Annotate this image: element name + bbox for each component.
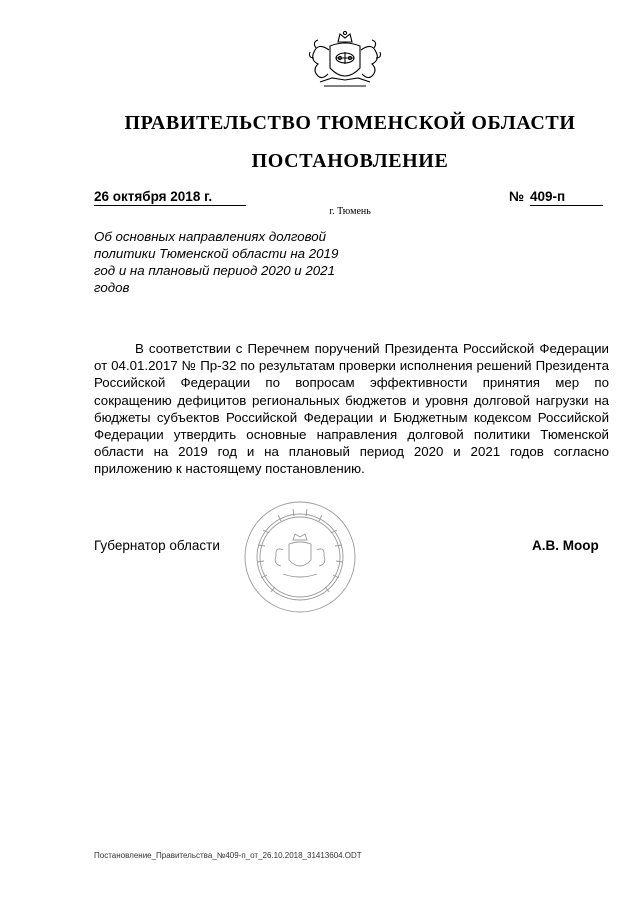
document-body: В соответствии с Перечнем поручений Президента Российской Федерации от 04.01.2017 № Пр-32 по результатам проверки исполнения решений Президента Российской Федерации по вопросам эффективности принятия мер по сокращению дефицитов региональных бюджетов и уровня долговой нагрузки на бюджеты субъектов Российской Федерации и Бюджетным кодексом Российской Федерации утвердить основные направления долговой политики Тюменской области на 2019 год и на плановый период 2020 и 2021 годов согласно приложению к настоящему постановлению. bbox=[94, 341, 609, 477]
footer-filename: Постановление_Правительства_№409-п_от_26.10.2018_31413604.ODT bbox=[94, 851, 362, 860]
signatory-position: Губернатор области bbox=[94, 538, 220, 553]
government-title: ПРАВИТЕЛЬСТВО ТЮМЕНСКОЙ ОБЛАСТИ bbox=[124, 112, 576, 134]
coat-of-arms-icon bbox=[302, 28, 388, 94]
document-subject: Об основных направлениях долговой политики Тюменской области на 2019 год и на плановый период 2020 и 2021 годов bbox=[94, 229, 339, 295]
signatory-name: А.В. Моор bbox=[532, 538, 599, 553]
document-date: 26 октября 2018 г. bbox=[94, 189, 246, 206]
document-number-label: № bbox=[509, 189, 525, 204]
document-kind-title: ПОСТАНОВЛЕНИЕ bbox=[251, 150, 449, 172]
document-number: 409-п bbox=[530, 189, 603, 206]
official-seal-icon bbox=[243, 500, 357, 614]
document-city: г. Тюмень bbox=[329, 206, 371, 217]
